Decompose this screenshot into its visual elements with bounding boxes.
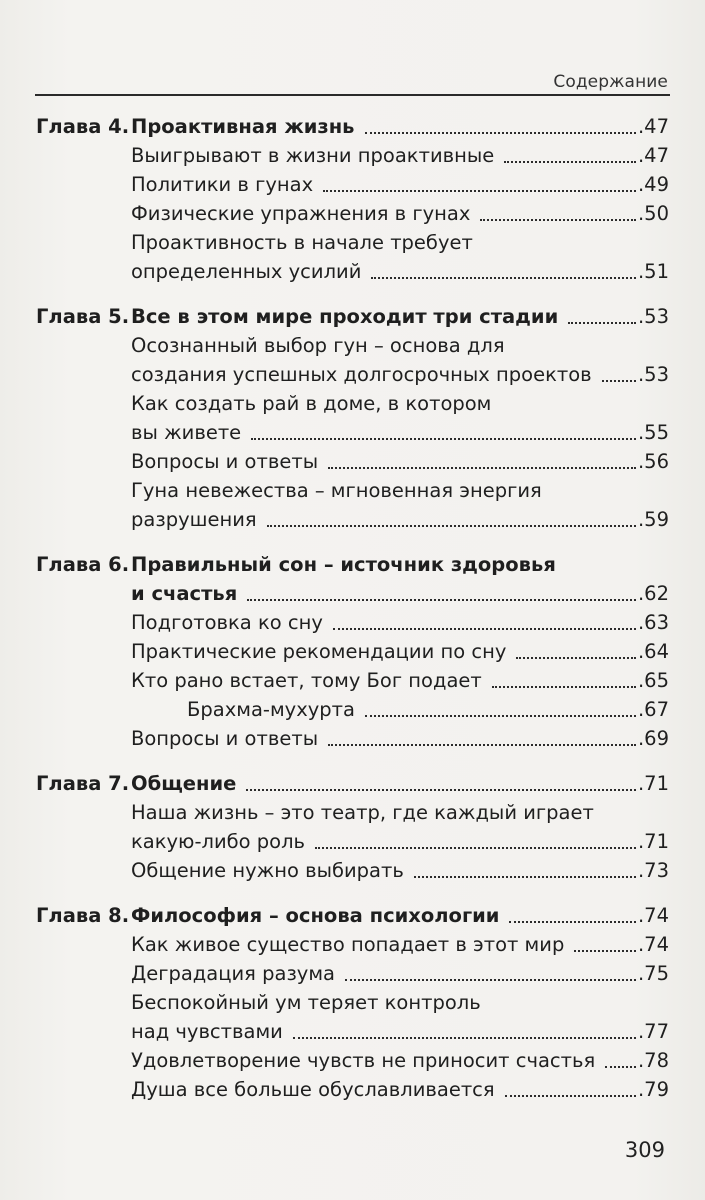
section-title: Вопросы и ответы [131, 727, 319, 750]
toc-entry [0, 141, 705, 170]
section-title-line: Как создать рай в доме, в котором [131, 392, 492, 415]
running-head: Содержание [553, 72, 668, 92]
toc-entry [0, 505, 705, 534]
table-of-contents [0, 112, 705, 1120]
toc-chapter [0, 901, 705, 1104]
dot-leader [574, 950, 636, 952]
page-ref: .53 [637, 363, 669, 386]
dot-leader [323, 190, 636, 192]
toc-entry [0, 608, 705, 637]
toc-entry [0, 827, 705, 856]
dot-leader [365, 715, 636, 717]
dot-leader [345, 979, 636, 981]
section-title: Душа все больше обуславливается [131, 1078, 495, 1101]
toc-entry [0, 170, 705, 199]
page-ref: .78 [637, 1049, 669, 1072]
dot-leader [328, 744, 636, 746]
dot-leader [247, 599, 636, 601]
section-title: Удовлетворение чувств не приносит счастья [131, 1049, 596, 1072]
dot-leader [267, 525, 636, 527]
dot-leader [605, 1066, 636, 1068]
section-title: какую-либо роль [131, 830, 306, 853]
section-title: создания успешных долгосрочных проектов [131, 363, 592, 386]
dot-leader [492, 686, 636, 688]
page-ref: .64 [637, 640, 669, 663]
toc-chapter [0, 302, 705, 534]
toc-entry [0, 1075, 705, 1104]
chapter-heading [0, 769, 705, 798]
dot-leader [246, 789, 636, 791]
section-title: Выигрывают в жизни проактивные [131, 144, 495, 167]
page-number: 309 [624, 1138, 665, 1162]
section-title: определенных усилий [131, 260, 362, 283]
chapter-heading [0, 112, 705, 141]
page-ref: .49 [637, 173, 669, 196]
toc-entry [0, 666, 705, 695]
page-ref: .71 [637, 830, 669, 853]
section-title: вы живете [131, 421, 242, 444]
page-ref: .69 [637, 727, 669, 750]
section-title: Вопросы и ответы [131, 450, 319, 473]
section-title: над чувствами [131, 1020, 283, 1043]
dot-leader [414, 876, 636, 878]
section-title-line: Наша жизнь – это театр, где каждый играет [131, 801, 594, 824]
page-ref: .51 [637, 260, 669, 283]
chapter-title: Общение [131, 772, 237, 795]
chapter-title: Философия – основа психологии [131, 904, 500, 927]
section-title: Брахма-мухурта [187, 698, 355, 721]
chapter-title: Все в этом мире проходит три стадии [131, 305, 559, 328]
section-title: Деградация разума [131, 962, 336, 985]
dot-leader [251, 438, 636, 440]
dot-leader [568, 322, 636, 324]
page-ref: .65 [637, 669, 669, 692]
section-title: Физические упражнения в гунах [131, 202, 471, 225]
dot-leader [480, 219, 636, 221]
page-ref: .55 [637, 421, 669, 444]
page-ref: .74 [637, 933, 669, 956]
toc-entry [0, 199, 705, 228]
dot-leader [509, 921, 636, 923]
toc-entry [0, 257, 705, 286]
page-ref: .63 [637, 611, 669, 634]
section-title: Как живое существо попадает в этот мир [131, 933, 565, 956]
dot-leader [505, 1095, 636, 1097]
page-ref: .71 [637, 772, 669, 795]
chapter-number: Глава 6. [36, 553, 130, 576]
page-ref: .77 [637, 1020, 669, 1043]
toc-entry [0, 1046, 705, 1075]
section-title-line: Гуна невежества – мгновенная энергия [131, 479, 542, 502]
dot-leader [365, 132, 636, 134]
toc-entry [0, 447, 705, 476]
dot-leader [516, 657, 636, 659]
page-ref: .75 [637, 962, 669, 985]
dot-leader [328, 467, 636, 469]
page-ref: .62 [637, 582, 669, 605]
toc-entry [0, 637, 705, 666]
chapter-heading [0, 550, 705, 608]
dot-leader [315, 847, 636, 849]
toc-chapter [0, 112, 705, 286]
chapter-title: и счастья [131, 582, 238, 605]
chapter-heading [0, 901, 705, 930]
toc-entry [0, 856, 705, 885]
page-ref: .50 [637, 202, 669, 225]
chapter-number: Глава 5. [36, 305, 130, 328]
toc-entry [0, 930, 705, 959]
toc-entry [0, 695, 705, 724]
toc-chapter [0, 550, 705, 753]
page-ref: .53 [637, 305, 669, 328]
dot-leader [602, 380, 636, 382]
toc-entry [0, 959, 705, 988]
page-ref: .67 [637, 698, 669, 721]
chapter-title-line: Правильный сон – источник здоровья [131, 553, 556, 576]
chapter-number: Глава 7. [36, 772, 130, 795]
chapter-number: Глава 4. [36, 115, 130, 138]
section-title-line: Осознанный выбор гун – основа для [131, 334, 505, 357]
toc-entry [0, 1017, 705, 1046]
toc-chapter [0, 769, 705, 885]
section-title: Кто рано встает, тому Бог подает [131, 669, 482, 692]
dot-leader [333, 628, 636, 630]
page-ref: .56 [637, 450, 669, 473]
dot-leader [293, 1037, 636, 1039]
section-title: Политики в гунах [131, 173, 314, 196]
toc-entry [0, 418, 705, 447]
section-title: разрушения [131, 508, 257, 531]
toc-entry [0, 724, 705, 753]
page-ref: .47 [637, 115, 669, 138]
chapter-title: Проактивная жизнь [131, 115, 355, 138]
section-title: Практические рекомендации по сну [131, 640, 507, 663]
page-ref: .74 [637, 904, 669, 927]
section-title-line: Беспокойный ум теряет контроль [131, 991, 481, 1014]
section-title-line: Проактивность в начале требует [131, 231, 473, 254]
page-ref: .59 [637, 508, 669, 531]
page-ref: .79 [637, 1078, 669, 1101]
chapter-title-entry [0, 579, 705, 608]
page-ref: .47 [637, 144, 669, 167]
header-rule [35, 94, 670, 96]
page-ref: .73 [637, 859, 669, 882]
dot-leader [504, 161, 636, 163]
section-title: Подготовка ко сну [131, 611, 323, 634]
chapter-heading [0, 302, 705, 331]
dot-leader [371, 277, 636, 279]
toc-entry [0, 360, 705, 389]
chapter-number: Глава 8. [36, 904, 130, 927]
section-title: Общение нужно выбирать [131, 859, 404, 882]
